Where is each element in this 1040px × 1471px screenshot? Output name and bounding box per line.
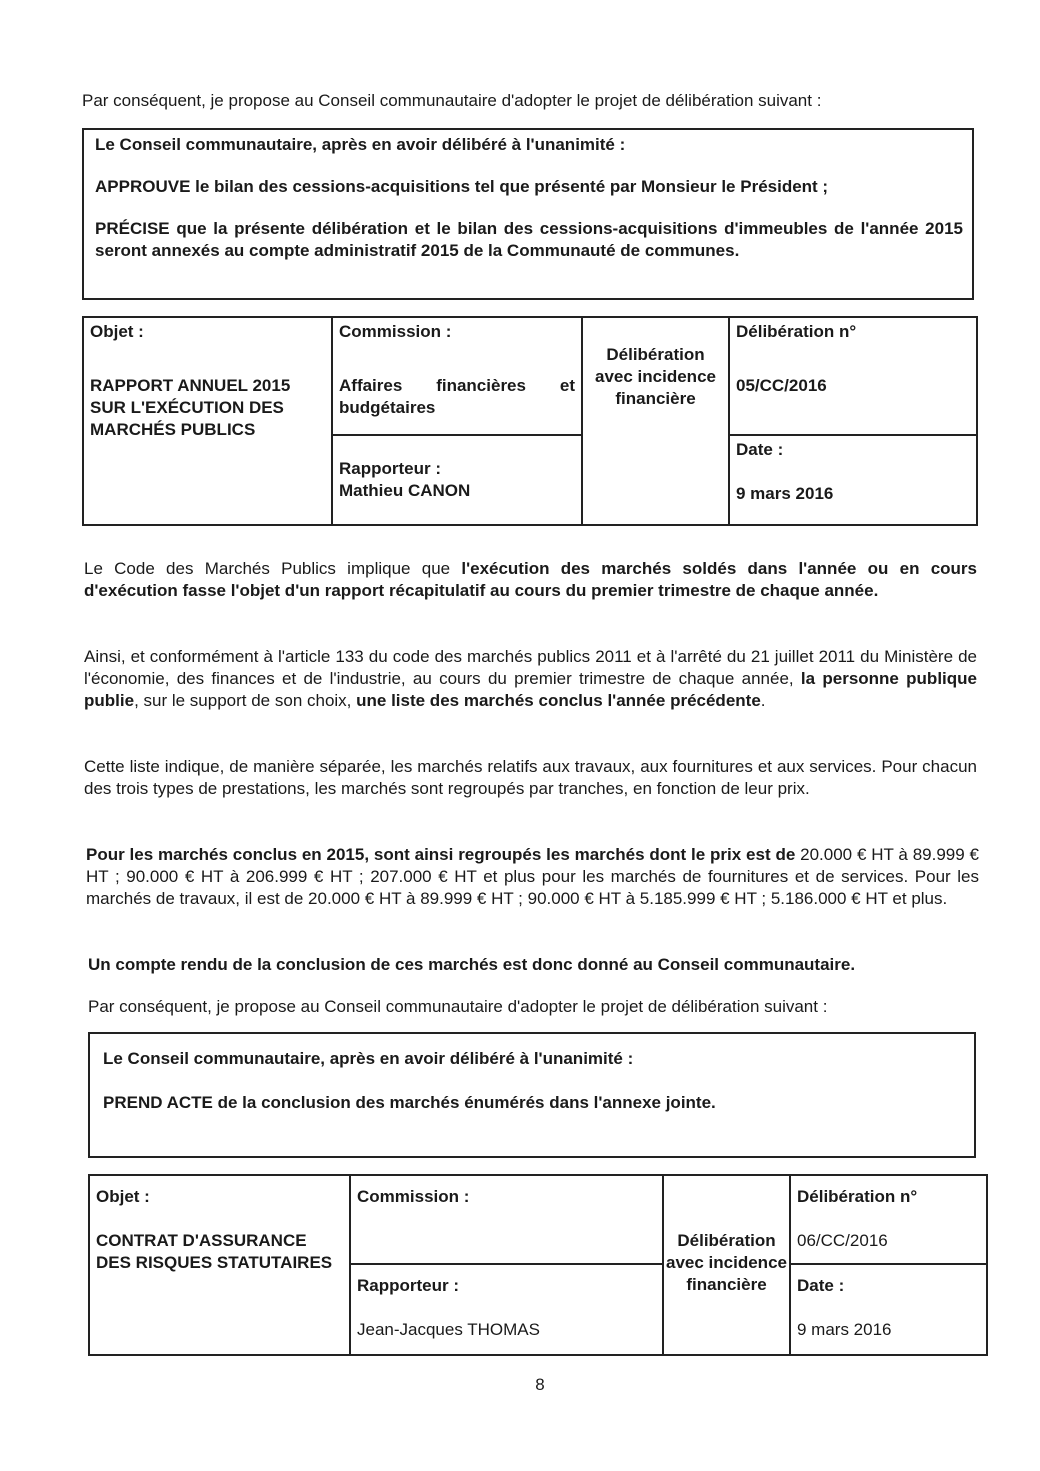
rapporteur-value: Mathieu CANON bbox=[339, 481, 471, 500]
deliberation-box-1 bbox=[82, 128, 974, 300]
objet-value-2: CONTRAT D'ASSURANCE DES RISQUES STATUTAIRES bbox=[96, 1231, 333, 1272]
intro-text: Par conséquent, je propose au Conseil communautaire d'adopter le projet de délibération suivant : bbox=[82, 91, 822, 110]
deliberation-number-2: 06/CC/2016 bbox=[797, 1231, 888, 1250]
page-number: 8 bbox=[535, 1375, 545, 1394]
info-table-2 bbox=[88, 1174, 988, 1356]
commission-value: Affaires financières et budgétaires bbox=[339, 376, 575, 417]
box1-line2: APPROUVE le bilan des cessions-acquisitions tel que présenté par Monsieur le Président ; bbox=[95, 177, 829, 196]
rapporteur-label-2: Rapporteur : bbox=[357, 1276, 459, 1295]
para1-text: Le Code des Marchés Publics implique que bbox=[84, 559, 462, 578]
para2-text-e: . bbox=[760, 691, 766, 710]
rapporteur-cell bbox=[332, 435, 582, 525]
para2-text-c: , sur le support de son choix, bbox=[134, 691, 357, 710]
deliberation-label-2: Délibération n° bbox=[797, 1187, 918, 1206]
box2-line2: PREND ACTE de la conclusion des marchés énumérés dans l'annexe jointe. bbox=[103, 1093, 716, 1112]
commission-label: Commission : bbox=[339, 322, 452, 341]
info-table-1 bbox=[82, 316, 978, 526]
para2-bold-b: la personne publique publie bbox=[84, 669, 977, 710]
rapporteur-value-2: Jean-Jacques THOMAS bbox=[357, 1320, 540, 1339]
paragraph-tranches bbox=[86, 844, 979, 910]
rapporteur-cell-2 bbox=[350, 1264, 663, 1355]
incidence-cell-2 bbox=[663, 1175, 790, 1355]
rapporteur-label: Rapporteur : bbox=[339, 459, 441, 478]
incidence-label-2: Délibération avec incidence financière bbox=[666, 1231, 787, 1294]
incidence-cell bbox=[582, 317, 729, 525]
paragraph-compte-rendu: Un compte rendu de la conclusion de ces marchés est donc donné au Conseil communautaire. bbox=[88, 955, 856, 974]
objet-label: Objet : bbox=[90, 322, 144, 341]
paragraph-liste: Cette liste indique, de manière séparée, les marchés relatifs aux travaux, aux fournitures et aux services. Pour chacun des trois types de prestations, les marchés sont regroupés par tranches, en fonction de leur prix. bbox=[84, 757, 977, 798]
date-value-2: 9 mars 2016 bbox=[797, 1320, 892, 1339]
objet-cell-2 bbox=[89, 1175, 350, 1355]
deliberation-box-2 bbox=[88, 1032, 976, 1158]
objet-value: RAPPORT ANNUEL 2015 SUR L'EXÉCUTION DES MARCHÉS PUBLICS bbox=[90, 376, 291, 439]
box2-line1: Le Conseil communautaire, après en avoir délibéré à l'unanimité : bbox=[103, 1049, 634, 1068]
deliberation-cell-2 bbox=[790, 1175, 987, 1264]
paragraph-article-133 bbox=[84, 646, 977, 712]
deliberation-cell bbox=[729, 317, 977, 435]
objet-cell bbox=[83, 317, 332, 525]
deliberation-label: Délibération n° bbox=[736, 322, 857, 341]
date-cell bbox=[729, 435, 977, 525]
para4-text: 20.000 € HT à 89.999 € HT ; 90.000 € HT à 206.999 € HT ; 207.000 € HT et plus pour les marchés de fournitures et de services. Pour les marchés de travaux, il est de 20.000 € HT à 89.999 € HT ; 90.000 € HT à 5.185.999 € HT ; 5.186.000 € HT et plus. bbox=[86, 845, 979, 908]
date-cell-2 bbox=[790, 1264, 987, 1355]
date-label: Date : bbox=[736, 440, 784, 459]
para1-bold: l'exécution des marchés soldés dans l'année ou en cours d'exécution fasse l'objet d'un rapport récapitulatif au cours du premier trimestre de chaque année. bbox=[84, 559, 977, 600]
objet-label-2: Objet : bbox=[96, 1187, 150, 1206]
commission-cell bbox=[332, 317, 582, 435]
date-label-2: Date : bbox=[797, 1276, 845, 1295]
intro-text-2: Par conséquent, je propose au Conseil communautaire d'adopter le projet de délibération suivant : bbox=[88, 997, 828, 1016]
box1-line1: Le Conseil communautaire, après en avoir délibéré à l'unanimité : bbox=[95, 135, 626, 154]
commission-label-2: Commission : bbox=[357, 1187, 470, 1206]
incidence-label: Délibération avec incidence financière bbox=[595, 345, 716, 408]
deliberation-number: 05/CC/2016 bbox=[736, 376, 827, 395]
box1-line3: PRÉCISE que la présente délibération et le bilan des cessions-acquisitions d'immeubles de l'année 2015 seront annexés au compte administratif 2015 de la Communauté de communes. bbox=[95, 219, 963, 260]
para4-bold: Pour les marchés conclus en 2015, sont ainsi regroupés les marchés dont le prix est de bbox=[86, 845, 801, 864]
para2-text-a: Ainsi, et conformément à l'article 133 du code des marchés publics 2011 et à l'arrêté du 21 juillet 2011 du Ministère de l'économie, des finances et de l'industrie, au cours du premier trimestre de chaque année, bbox=[84, 647, 977, 688]
date-value: 9 mars 2016 bbox=[736, 484, 834, 503]
commission-cell-2 bbox=[350, 1175, 663, 1264]
para2-bold-d: une liste des marchés conclus l'année précédente bbox=[356, 691, 761, 710]
paragraph-code-marches bbox=[84, 558, 977, 602]
